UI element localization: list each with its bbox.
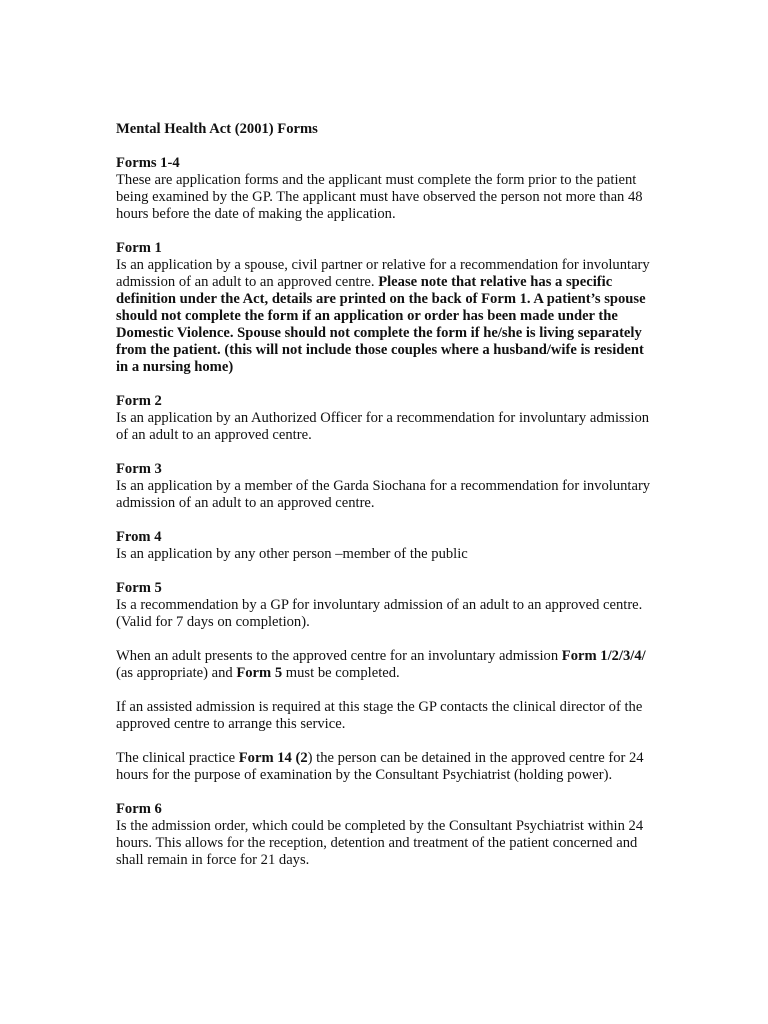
section-heading: From 4 (116, 529, 162, 545)
section-heading: Form 6 (116, 801, 162, 817)
section-body-text: Is an application by a spouse, civil partner or relative for a recommendation for involuntary admission of an adult to an approved centre. (116, 257, 650, 290)
paragraph-bold-form-ref: Form 1/2/3/4/ (561, 648, 646, 664)
section-form-2 (116, 393, 656, 444)
section-form-6 (116, 801, 656, 869)
paragraph-text: The clinical practice (116, 750, 239, 766)
section-body: Is an application by a member of the Garda Siochana for a recommendation for involuntary admission of an adult to an approved centre. (116, 478, 651, 511)
paragraph-text: ) the person can be detained in the approved centre for 24 hours for the purpose of examination by the Consultant Psychiatrist (holding power). (116, 750, 644, 783)
section-heading: Form 1 (116, 240, 162, 256)
section-body: Is the admission order, which could be completed by the Consultant Psychiatrist within 24 hours. This allows for the reception, detention and treatment of the patient concerned and shall remain in force for 21 days. (116, 818, 644, 868)
section-body: Is a recommendation by a GP for involuntary admission of an adult to an approved centre. (Valid for 7 days on completion). (116, 597, 643, 630)
section-heading: Form 2 (116, 393, 162, 409)
paragraph-bold-form-ref: Form 5 (236, 665, 283, 681)
section-heading: Form 5 (116, 580, 162, 596)
section-heading: Form 3 (116, 461, 162, 477)
section-bold-note: Please note that relative has a specific definition under the Act, details are printed on the back of Form 1. A patient’s spouse should not complete the form if an application or order has been made under the Domestic Violence. Spouse should not complete the form if he/she is living separately from the patient. (this will not include those couples where a husband/wife is resident in a nursing home) (116, 274, 646, 375)
document-page (116, 121, 656, 886)
section-body: These are application forms and the applicant must complete the form prior to the patient being examined by the GP. The applicant must have observed the person not more than 48 hours before the date of making the application. (116, 172, 643, 222)
section-body (116, 257, 656, 376)
paragraph-assisted: If an assisted admission is required at this stage the GP contacts the clinical director of the approved centre to arrange this service. (116, 699, 643, 732)
section-form-5 (116, 580, 656, 631)
section-form-1 (116, 240, 656, 376)
section-forms-1-4 (116, 155, 656, 223)
section-form-3 (116, 461, 656, 512)
document-title: Mental Health Act (2001) Forms (116, 121, 318, 137)
paragraph-admission (116, 648, 656, 682)
paragraph-text: must be completed. (282, 665, 400, 681)
paragraph-clinical (116, 750, 656, 784)
section-form-4 (116, 529, 656, 563)
paragraph-text: When an adult presents to the approved centre for an involuntary admission (116, 648, 562, 664)
section-body: Is an application by any other person –member of the public (116, 546, 468, 562)
paragraph-bold-form-ref: Form 14 (2 (238, 750, 308, 766)
section-heading: Forms 1-4 (116, 155, 180, 171)
section-body: Is an application by an Authorized Officer for a recommendation for involuntary admission of an adult to an approved centre. (116, 410, 650, 443)
paragraph-text: (as appropriate) and (116, 665, 237, 681)
